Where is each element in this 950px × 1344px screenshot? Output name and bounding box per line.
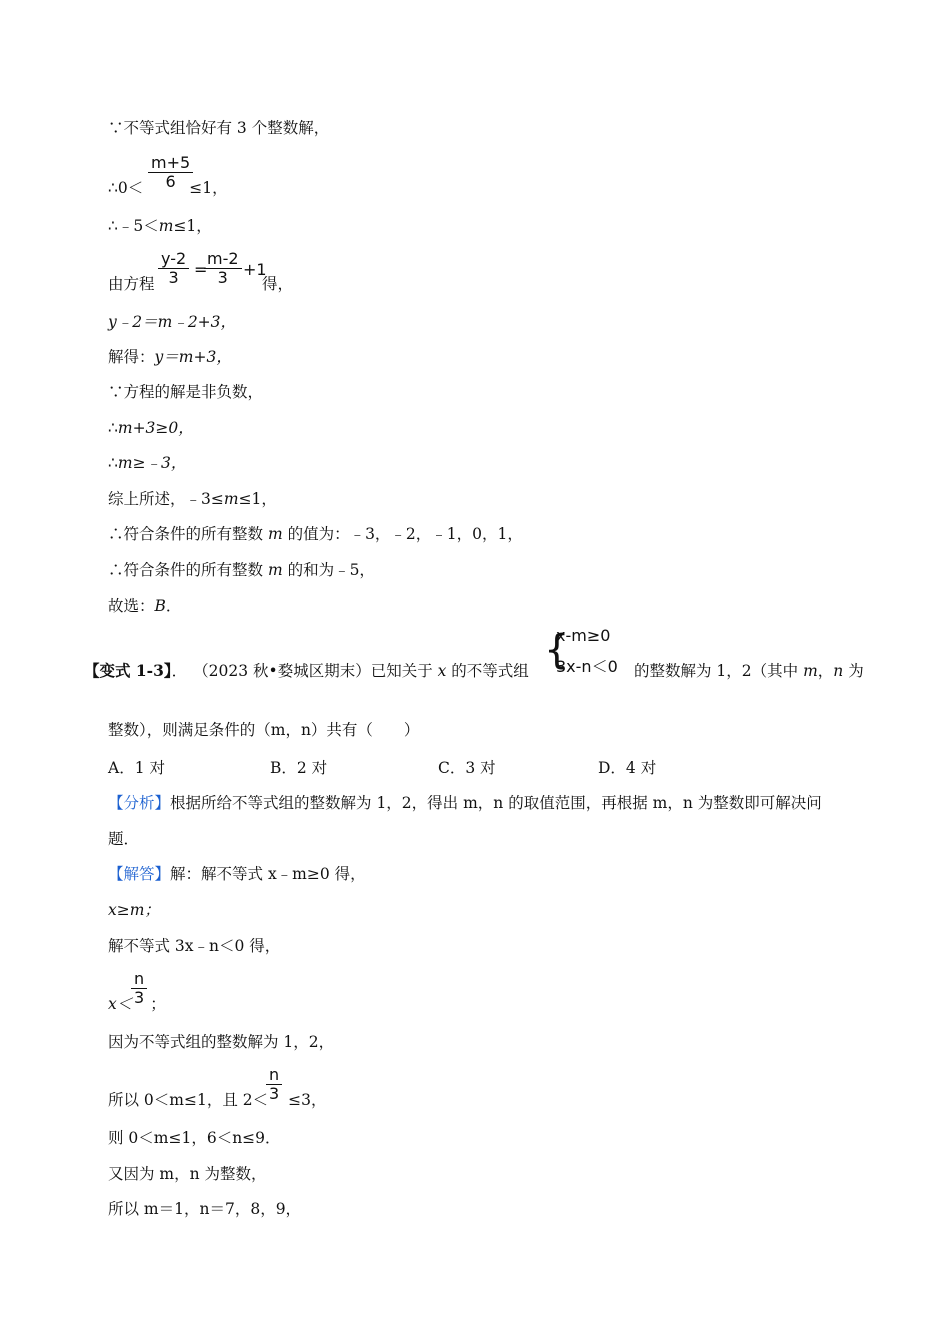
question-after: 的整数解为 1，2（其中 [634,662,804,680]
question-mid: 的不等式组 [446,662,529,680]
answer-letter: B [154,597,166,615]
question-comma: ， [817,662,834,680]
fraction-denominator: 3 [217,268,228,287]
fraction-numerator: m+5 [148,154,193,173]
answer-line-5: 因为不等式组的整数解为 1，2， [108,1033,335,1051]
line-13 [108,596,181,616]
question-source: （2023 秋•婺城区期末）已知关于 [193,662,438,680]
line-12-prefix: ∴符合条件的所有整数 [108,561,268,579]
option-a: A．1 对 [108,759,165,777]
line-12-var: m [267,561,283,579]
analysis-tag: 【分析】 [108,794,171,812]
line-7: ∵方程的解是非负数， [108,383,264,401]
fraction-denominator: 3 [134,988,145,1007]
line-3 [108,216,212,236]
line-10-suffix: ≤1， [238,490,277,508]
line-12 [108,560,375,580]
line-8-prefix: ∴ [108,419,118,437]
question-tag: 【变式 1-3】 [84,661,172,680]
line-3-var: m [158,217,174,235]
option-b: B．2 对 [270,759,328,777]
question-var-x: x [437,662,447,680]
question-line-1 [84,661,529,681]
option-d: D．4 对 [598,759,657,777]
line-4-suffix: 得， [262,275,294,293]
fraction-numerator: n [131,970,147,989]
answer-line-8: 又因为 m，n 为整数， [108,1165,267,1183]
fraction-denominator: 3 [168,268,179,287]
line-3-prefix: ∴﹣5＜ [108,217,159,235]
answer-tag: 【解答】 [108,865,171,883]
line-10-var: m [223,490,239,508]
analysis-text: 根据所给不等式组的整数解为 1，2，得出 m，n 的取值范围，再根据 m，n 为整数即可解决问 [170,794,822,812]
line-10 [108,489,277,509]
line-8 [108,418,194,438]
line-3-suffix: ≤1， [173,217,212,235]
answer-a6-suffix: ≤3， [288,1091,327,1109]
line-12-suffix: 的和为﹣5， [282,561,375,579]
answer-line-2: x≥m； [108,901,160,919]
line-9-prefix: ∴ [108,454,118,472]
question-after2: 为 [843,662,864,680]
line-4 [108,274,155,294]
line-1: ∵不等式组恰好有 3 个整数解， [108,119,330,137]
line-6-prefix: 解得： [108,348,155,366]
option-c: C．3 对 [438,759,496,777]
line-8-expr: m+3≥0， [117,419,194,437]
plus-one: +1 [243,260,267,279]
question-line-1-tail [634,661,864,681]
line-9-expr: m≥﹣3， [117,454,187,472]
answer-line-1 [108,864,366,884]
question-line-2: 整数），则满足条件的（m，n）共有（ ） [108,721,420,739]
line-9 [108,453,186,473]
fraction-m-minus-2-over-3 [204,250,242,287]
system-line-2: 3x-n＜0 [556,657,618,676]
question-var-n: n [833,662,844,680]
fraction-denominator: 3 [269,1084,280,1103]
line-11-suffix: 的值为：﹣3，﹣2，﹣1，0，1， [282,525,523,543]
fraction-denominator: 6 [165,172,176,191]
fraction-n-over-3-second [266,1066,282,1103]
system-brace: { [544,627,570,673]
line-5: y﹣2＝m﹣2+3， [108,313,237,331]
system-line-1: x-m≥0 [556,626,611,645]
answer-line-6 [108,1090,326,1110]
line-11-var: m [267,525,283,543]
line-6 [108,347,232,367]
fraction-n-over-3 [131,970,147,1007]
line-10-prefix: 综上所述，﹣3≤ [108,490,224,508]
equals-sign: = [194,260,208,279]
line-2-prefix: ∴0＜ [108,179,144,197]
line-2-suffix: ≤1， [189,179,228,197]
question-dot: ． [171,662,188,680]
fraction-numerator: n [266,1066,282,1085]
answer-line-9: 所以 m＝1，n＝7，8，9， [108,1200,302,1218]
fraction-numerator: m-2 [204,250,242,269]
fraction-numerator: y-2 [158,250,189,269]
analysis-line-1 [108,793,822,813]
line-13-suffix: ． [165,597,182,615]
answer-a1: 解：解不等式 x﹣m≥0 得， [170,865,366,883]
line-13-prefix: 故选： [108,597,155,615]
question-var-m: m [803,662,818,680]
analysis-line-2: 题． [108,830,140,848]
line-4-prefix: 由方程 [108,275,155,293]
answer-line-7: 则 0＜m≤1，6＜n≤9． [108,1129,281,1147]
line-11-prefix: ∴符合条件的所有整数 [108,525,268,543]
line-11 [108,524,523,544]
fraction-y-minus-2-over-3 [158,250,189,287]
answer-a6-prefix: 所以 0＜m≤1，且 2＜ [108,1091,269,1109]
answer-line-3: 解不等式 3x﹣n＜0 得， [108,937,281,955]
answer-a4-prefix: x＜ [108,995,133,1013]
answer-a4-suffix: ； [150,995,166,1013]
line-6-expr: y＝m+3， [154,348,232,366]
fraction-m-plus-5-over-6 [148,154,193,191]
